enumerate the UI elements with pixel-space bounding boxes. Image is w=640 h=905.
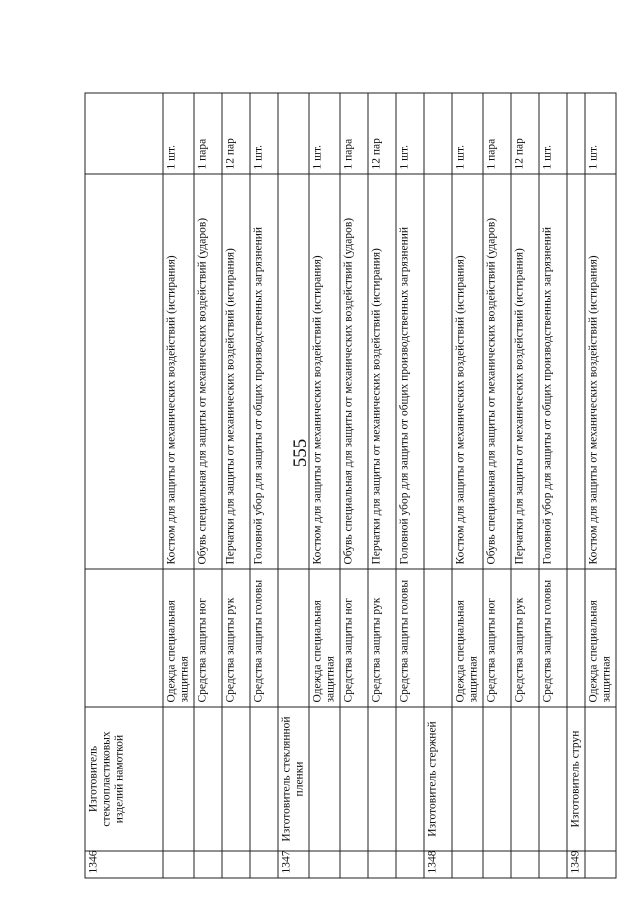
table-row bbox=[396, 93, 424, 878]
ppe-item-cell: Головной убор для защиты от общих производственных загрязнений bbox=[250, 174, 278, 569]
table-row bbox=[340, 93, 368, 878]
occupation-cell bbox=[194, 707, 222, 851]
ppe-category-cell: Одежда специальная защитная bbox=[585, 569, 616, 707]
ppe-item-cell bbox=[278, 174, 309, 569]
ppe-item-cell bbox=[567, 174, 585, 569]
quantity-cell: 1 шт. bbox=[309, 93, 340, 174]
item-number-cell bbox=[222, 851, 250, 878]
item-number-cell bbox=[368, 851, 396, 878]
item-number-cell: 1348 bbox=[424, 851, 452, 878]
occupation-cell bbox=[511, 707, 539, 851]
page-number: 555 bbox=[290, 438, 311, 468]
ppe-category-cell bbox=[567, 569, 585, 707]
item-number-cell bbox=[340, 851, 368, 878]
ppe-item-cell: Перчатки для защиты от механических воздействий (истирания) bbox=[511, 174, 539, 569]
item-number-cell bbox=[585, 851, 616, 878]
item-number-cell bbox=[483, 851, 511, 878]
occupation-cell: Изготовитель стержней bbox=[424, 707, 452, 851]
ppe-category-cell: Одежда специальная защитная bbox=[309, 569, 340, 707]
ppe-item-cell: Перчатки для защиты от механических воздействий (истирания) bbox=[368, 174, 396, 569]
occupation-cell bbox=[340, 707, 368, 851]
table-row bbox=[250, 93, 278, 878]
ppe-item-cell: Костюм для защиты от механических воздействий (истирания) bbox=[452, 174, 483, 569]
item-number-cell bbox=[396, 851, 424, 878]
ppe-category-cell: Одежда специальная защитная bbox=[452, 569, 483, 707]
ppe-category-cell: Средства защиты головы bbox=[250, 569, 278, 707]
ppe-item-cell: Костюм для защиты от механических воздействий (истирания) bbox=[585, 174, 616, 569]
ppe-item-cell: Обувь специальная для защиты от механических воздействий (ударов) bbox=[483, 174, 511, 569]
ppe-item-cell: Головной убор для защиты от общих производственных загрязнений bbox=[539, 174, 567, 569]
item-number-cell bbox=[163, 851, 194, 878]
ppe-category-cell: Средства защиты ног bbox=[483, 569, 511, 707]
quantity-cell: 12 пар bbox=[511, 93, 539, 174]
occupation-cell bbox=[368, 707, 396, 851]
item-number-cell bbox=[539, 851, 567, 878]
table-row bbox=[194, 93, 222, 878]
occupation-cell bbox=[250, 707, 278, 851]
item-number-cell bbox=[452, 851, 483, 878]
ppe-category-cell bbox=[424, 569, 452, 707]
quantity-cell bbox=[85, 93, 163, 174]
quantity-cell: 1 шт. bbox=[585, 93, 616, 174]
quantity-cell: 12 пар bbox=[368, 93, 396, 174]
ppe-item-cell bbox=[424, 174, 452, 569]
quantity-cell: 1 шт. bbox=[250, 93, 278, 174]
quantity-cell: 1 шт. bbox=[396, 93, 424, 174]
quantity-cell: 1 пара bbox=[340, 93, 368, 174]
table-row bbox=[452, 93, 483, 878]
table-row bbox=[222, 93, 250, 878]
ppe-category-cell: Средства защиты рук bbox=[222, 569, 250, 707]
table-row bbox=[278, 93, 309, 878]
quantity-cell: 1 пара bbox=[483, 93, 511, 174]
ppe-item-cell: Перчатки для защиты от механических воздействий (истирания) bbox=[222, 174, 250, 569]
table-row bbox=[539, 93, 567, 878]
ppe-category-cell: Средства защиты головы bbox=[396, 569, 424, 707]
occupation-cell: Изготовитель стеклопластиковых изделий намоткой bbox=[85, 707, 163, 851]
ppe-norms-table bbox=[84, 93, 616, 879]
ppe-category-cell: Средства защиты рук bbox=[511, 569, 539, 707]
table-row bbox=[85, 93, 163, 878]
table-row bbox=[424, 93, 452, 878]
ppe-item-cell bbox=[85, 174, 163, 569]
item-number-cell: 1349 bbox=[567, 851, 585, 878]
ppe-table-rotated bbox=[84, 94, 612, 879]
occupation-cell: Изготовитель струн bbox=[567, 707, 585, 851]
item-number-cell: 1347 bbox=[278, 851, 309, 878]
ppe-item-cell: Костюм для защиты от механических воздействий (истирания) bbox=[163, 174, 194, 569]
quantity-cell: 1 шт. bbox=[452, 93, 483, 174]
ppe-category-cell: Средства защиты рук bbox=[368, 569, 396, 707]
table-row bbox=[368, 93, 396, 878]
ppe-category-cell: Средства защиты головы bbox=[539, 569, 567, 707]
ppe-category-cell: Средства защиты ног bbox=[194, 569, 222, 707]
quantity-cell bbox=[278, 93, 309, 174]
table-row bbox=[511, 93, 539, 878]
occupation-cell bbox=[452, 707, 483, 851]
item-number-cell bbox=[250, 851, 278, 878]
ppe-item-cell: Костюм для защиты от механических воздействий (истирания) bbox=[309, 174, 340, 569]
quantity-cell: 1 пара bbox=[194, 93, 222, 174]
quantity-cell: 1 шт. bbox=[539, 93, 567, 174]
ppe-item-cell: Головной убор для защиты от общих производственных загрязнений bbox=[396, 174, 424, 569]
quantity-cell bbox=[424, 93, 452, 174]
item-number-cell: 1346 bbox=[85, 851, 163, 878]
occupation-cell bbox=[539, 707, 567, 851]
occupation-cell bbox=[396, 707, 424, 851]
occupation-cell bbox=[483, 707, 511, 851]
table-row bbox=[163, 93, 194, 878]
ppe-category-cell bbox=[85, 569, 163, 707]
quantity-cell bbox=[567, 93, 585, 174]
item-number-cell bbox=[511, 851, 539, 878]
occupation-cell bbox=[585, 707, 616, 851]
occupation-cell bbox=[309, 707, 340, 851]
table-row bbox=[567, 93, 585, 878]
occupation-cell bbox=[163, 707, 194, 851]
table-row bbox=[309, 93, 340, 878]
occupation-cell: Изготовитель стеклянной пленки bbox=[278, 707, 309, 851]
occupation-cell bbox=[222, 707, 250, 851]
quantity-cell: 1 шт. bbox=[163, 93, 194, 174]
item-number-cell bbox=[194, 851, 222, 878]
table-row bbox=[483, 93, 511, 878]
ppe-category-cell: Одежда специальная защитная bbox=[163, 569, 194, 707]
item-number-cell bbox=[309, 851, 340, 878]
ppe-category-cell: Средства защиты ног bbox=[340, 569, 368, 707]
ppe-item-cell: Обувь специальная для защиты от механических воздействий (ударов) bbox=[340, 174, 368, 569]
table-row bbox=[585, 93, 616, 878]
ppe-item-cell: Обувь специальная для защиты от механических воздействий (ударов) bbox=[194, 174, 222, 569]
ppe-category-cell bbox=[278, 569, 309, 707]
quantity-cell: 12 пар bbox=[222, 93, 250, 174]
